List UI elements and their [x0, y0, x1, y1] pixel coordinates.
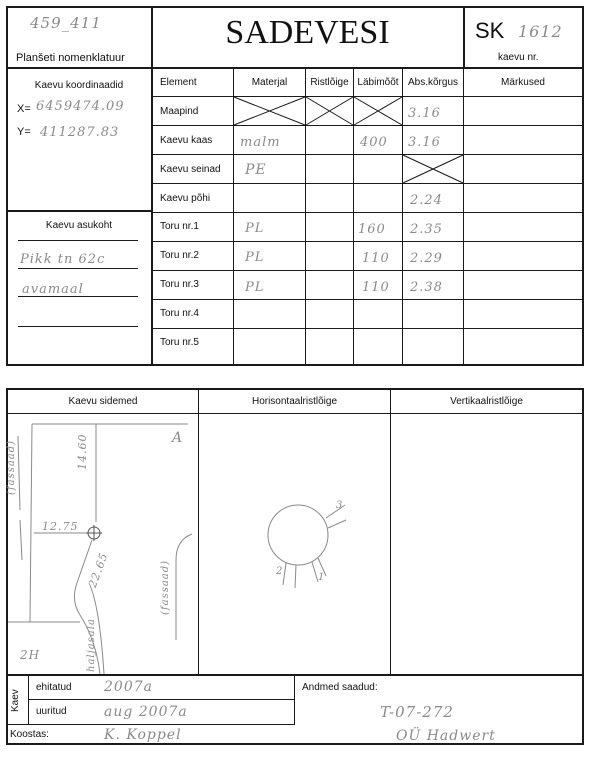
area-note: haljasala: [86, 618, 97, 672]
measured-value: aug 2007a: [104, 704, 188, 720]
y-label: Y=: [17, 126, 31, 138]
compiled-value: K. Koppel: [104, 727, 182, 743]
well-label: kaevu nr.: [498, 52, 539, 63]
cell-material: PE: [245, 162, 267, 178]
row-element: Toru nr.3: [160, 279, 199, 290]
row-element: Toru nr.5: [160, 337, 199, 348]
cell-material: PL: [245, 250, 265, 265]
cell-abs-height: 2.24: [410, 193, 443, 208]
distance-label: 22.65: [86, 550, 111, 590]
ties-label: Kaevu sidemed: [68, 396, 138, 407]
cell-diameter: 110: [362, 251, 390, 266]
row-element: Maapind: [160, 106, 199, 117]
cell-abs-height: 2.38: [410, 280, 443, 295]
tie-label-a: A: [172, 430, 184, 446]
y-value: 411287.83: [40, 125, 120, 140]
header-abs-height: Abs.kõrgus: [407, 77, 459, 88]
location-line-2: avamaal: [22, 282, 84, 297]
header-cross-section: Ristlõige: [310, 77, 349, 88]
cell-diameter: 160: [358, 222, 386, 237]
x-value: 6459474.09: [36, 99, 125, 114]
distance-label: 12.75: [42, 520, 79, 533]
nomenclature-value: 459_411: [30, 14, 102, 32]
cell-diameter: 400: [360, 135, 388, 150]
vertical-section-label: Vertikaalristlõige: [450, 396, 523, 407]
data-received-label: Andmed saadud:: [302, 682, 378, 693]
cell-abs-height: 2.29: [410, 251, 443, 266]
wall-label: (fassaad): [160, 559, 171, 615]
page-title: SADEVESI: [225, 14, 390, 51]
data-received-value: T-07-272: [380, 703, 454, 721]
coordinates-label: Kaevu koordinaadid: [34, 80, 124, 91]
row-element: Toru nr.2: [160, 250, 199, 261]
distance-label: 14.60: [76, 433, 89, 470]
well-prefix: SK: [475, 18, 505, 43]
pipe-label: 3: [336, 500, 344, 511]
area-label: 2H: [20, 648, 41, 662]
row-element: Kaevu seinad: [160, 164, 221, 175]
nomenclature-label: Planšeti nomenklatuur: [16, 52, 125, 64]
row-element: Toru nr.1: [160, 221, 199, 232]
cell-abs-height: 3.16: [408, 135, 441, 150]
cell-diameter: 110: [362, 280, 390, 295]
company-value: OÜ Hadwert: [396, 728, 496, 744]
cell-material: malm: [240, 135, 281, 150]
header-material: Materjal: [251, 77, 288, 88]
cell-abs-height: 2.35: [410, 222, 443, 237]
location-label: Kaevu asukoht: [45, 220, 113, 231]
pipe-label: 1: [318, 572, 326, 583]
header-remarks: Märkused: [501, 77, 545, 88]
measured-label: uuritud: [36, 706, 67, 717]
built-label: ehitatud: [36, 682, 72, 693]
wall-label: (fassaad): [6, 439, 17, 495]
cell-material: PL: [245, 280, 265, 295]
header-diameter: Läbimõõt: [357, 77, 399, 88]
horizontal-section-label: Horisontaalristlõige: [251, 396, 338, 407]
well-block-label: Kaev: [10, 689, 21, 712]
cell-material: PL: [245, 221, 265, 236]
cell-abs-height: 3.16: [408, 106, 441, 121]
location-line-1: Pikk tn 62c: [20, 252, 106, 267]
built-value: 2007a: [104, 679, 153, 695]
compiled-label: Koostas:: [10, 729, 49, 740]
pipe-label: 2: [276, 566, 284, 577]
row-element: Toru nr.4: [160, 308, 199, 319]
well-number: 1612: [518, 22, 563, 41]
row-element: Kaevu kaas: [160, 135, 213, 146]
header-element: Element: [160, 77, 197, 88]
row-element: Kaevu põhi: [160, 193, 211, 204]
x-label: X=: [17, 103, 31, 115]
